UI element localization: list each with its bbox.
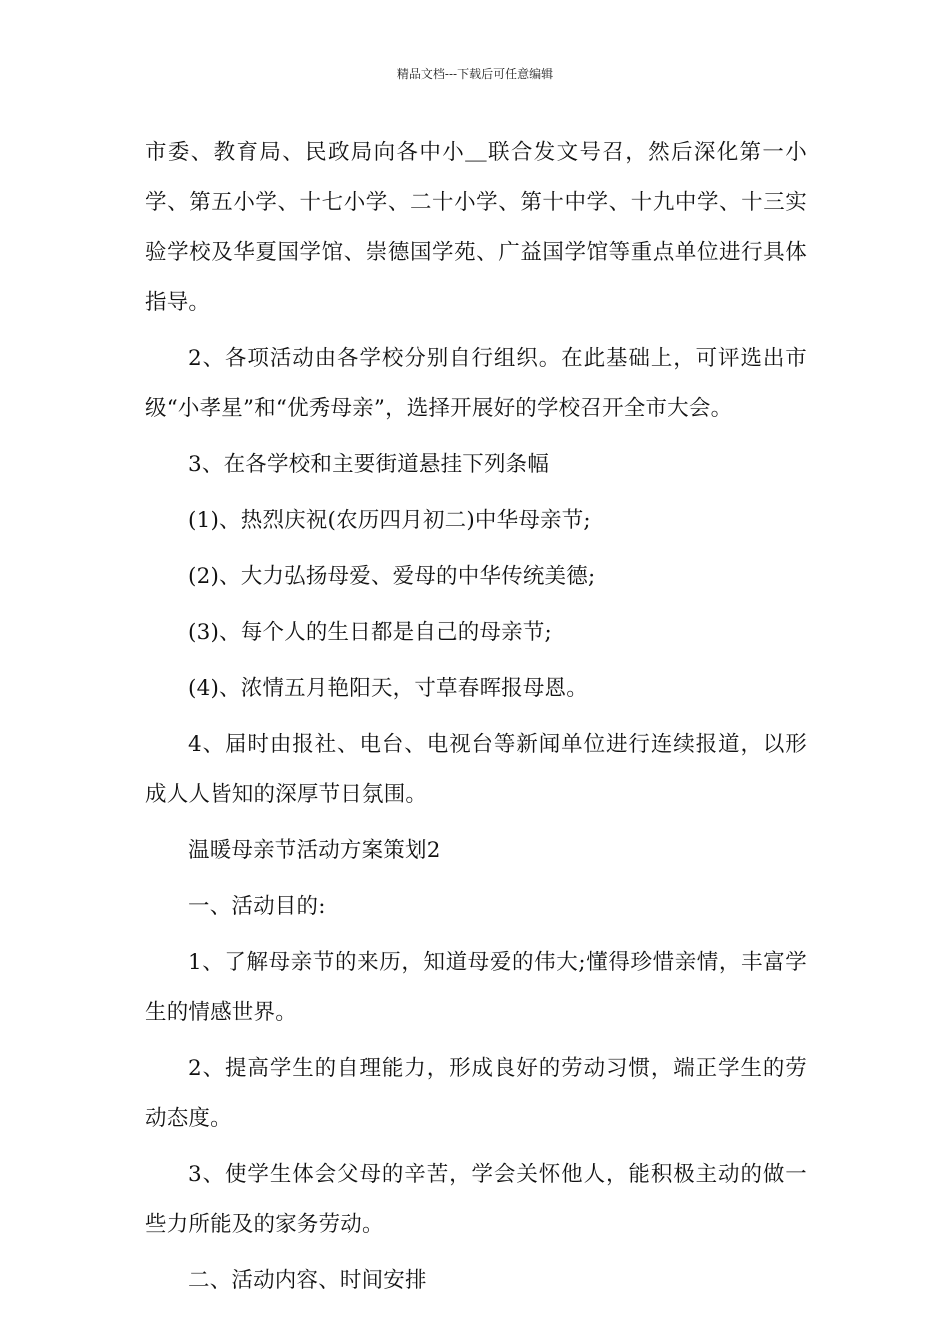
section-title: 温暖母亲节活动方案策划2 xyxy=(188,838,441,863)
document-body xyxy=(145,128,807,1312)
list-item-1: (1)、热烈庆祝(农历四月初二)中华母亲节; xyxy=(188,508,591,533)
paragraph-2: 2、各项活动由各学校分别自行组织。在此基础上，可评选出市级“小孝星”和“优秀母亲”，选择开展好的学校召开全市大会。 xyxy=(145,346,807,421)
list-item-4: (4)、浓情五月艳阳天，寸草春晖报母恩。 xyxy=(188,676,588,701)
paragraph-3: 3、在各学校和主要街道悬挂下列条幅 xyxy=(188,452,550,477)
list-item-3: (3)、每个人的生日都是自己的母亲节; xyxy=(188,620,553,645)
list-item-2: (2)、大力弘扬母爱、爱母的中华传统美德; xyxy=(188,564,596,589)
purpose-item-3: 3、使学生体会父母的辛苦，学会关怀他人，能积极主动的做一些力所能及的家务劳动。 xyxy=(145,1162,807,1237)
purpose-item-1: 1、了解母亲节的来历，知道母爱的伟大;懂得珍惜亲情，丰富学生的情感世界。 xyxy=(145,950,807,1025)
purpose-item-2: 2、提高学生的自理能力，形成良好的劳动习惯，端正学生的劳动态度。 xyxy=(145,1056,807,1131)
heading-content-schedule: 二、活动内容、时间安排 xyxy=(188,1268,427,1293)
page-header: 精品文档---下载后可任意编辑 xyxy=(396,67,554,81)
paragraph-1: 市委、教育局、民政局向各中小＿联合发文号召，然后深化第一小学、第五小学、十七小学、二十小学、第十中学、十九中学、十三实验学校及华夏国学馆、崇德国学苑、广益国学馆等重点单位进行具体指导。 xyxy=(145,140,807,315)
paragraph-4: 4、届时由报社、电台、电视台等新闻单位进行连续报道，以形成人人皆知的深厚节日氛围。 xyxy=(145,732,807,807)
heading-purpose: 一、活动目的: xyxy=(188,894,326,919)
